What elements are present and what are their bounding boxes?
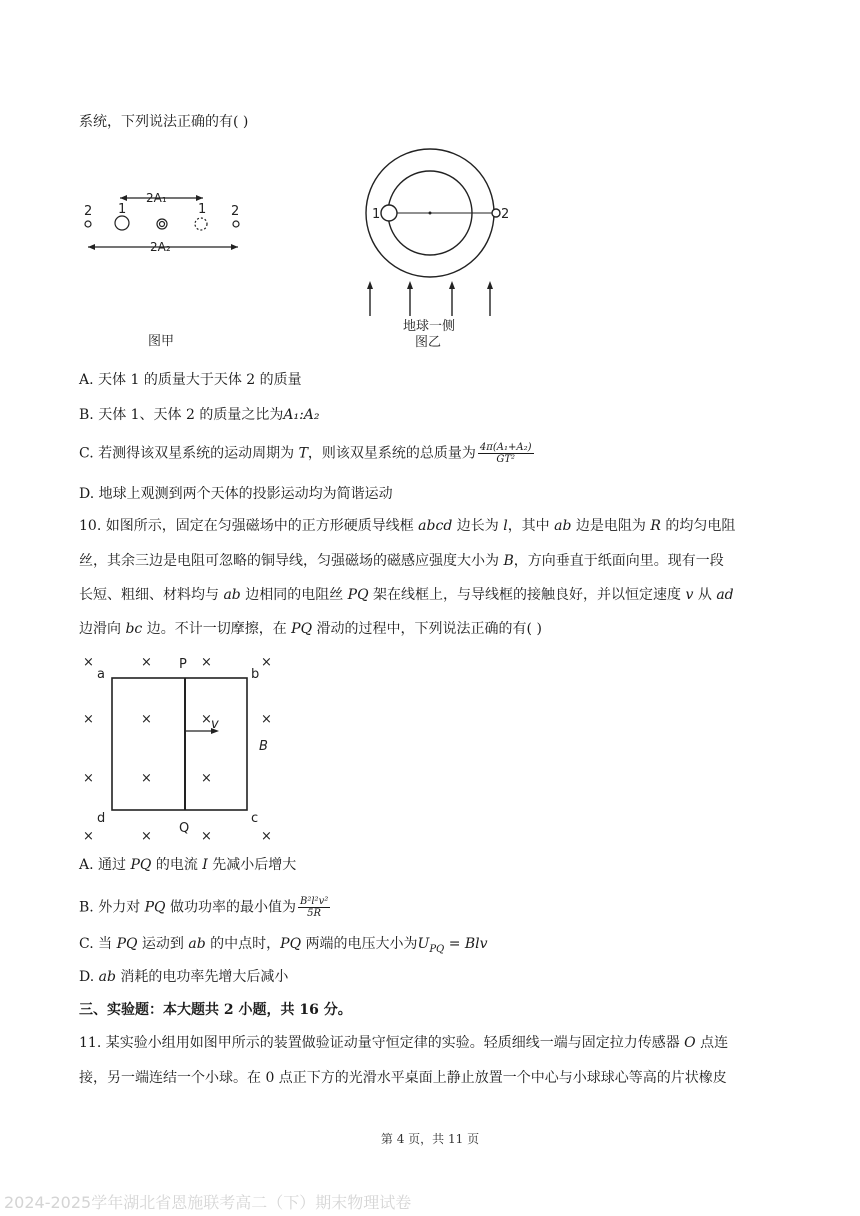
- q9-option-b: B. 天体 1、天体 2 的质量之比为A₁:A₂: [79, 407, 320, 423]
- q10-option-d: D. ab 消耗的电功率先增大后减小: [79, 969, 289, 985]
- q9-option-a: A. 天体 1 的质量大于天体 2 的质量: [79, 372, 302, 388]
- figure-jia-caption: 图甲: [148, 334, 175, 349]
- field-cross: ×: [261, 655, 272, 670]
- field-cross: ×: [261, 829, 272, 844]
- field-cross: ×: [201, 712, 212, 727]
- field-cross: ×: [201, 829, 212, 844]
- square-frame-abcd: [112, 678, 247, 810]
- field-cross: ×: [201, 655, 212, 670]
- star1-left-circle: [115, 216, 129, 230]
- q10-stem-line4: 边滑向 bc 边。不计一切摩擦，在 PQ 滑动的过程中，下列说法正确的有( ): [79, 621, 542, 637]
- corner-label-a: a: [97, 667, 105, 682]
- label-1-left: 1: [118, 202, 127, 217]
- field-cross: ×: [141, 771, 152, 786]
- field-cross: ×: [201, 771, 212, 786]
- point-label-Q: Q: [179, 821, 190, 836]
- total-mass-fraction: $\frac{\text{4π(A₁+A₂)}}{\text{GT²}}$: [479, 442, 532, 465]
- label-2A2: 2A₂: [150, 240, 171, 254]
- field-cross: ×: [141, 712, 152, 727]
- q9-option-c: C. 若测得该双星系统的运动周期为 T，则该双星系统的总质量为 $\frac{\text{4π(A₁+A₂)}}{\text{GT²}}$: [79, 442, 532, 465]
- field-cross: ×: [141, 829, 152, 844]
- page-footer: 第 4 页，共 11 页: [380, 1132, 480, 1146]
- field-cross: ×: [83, 712, 94, 727]
- center-mark-outer: [157, 219, 167, 229]
- min-power-fraction: $\frac{\text{B²l²v²}}{5R}$: [300, 896, 329, 919]
- corner-label-d: d: [97, 811, 106, 826]
- q11-stem-line2: 接，另一端连结一个小球。在 0 点正下方的光滑水平桌面上静止放置一个中心与小球球心等高的片状橡皮: [79, 1070, 727, 1086]
- star2-circle: [492, 209, 500, 217]
- center-mark-inner: [160, 222, 165, 227]
- q10-option-a: A. 通过 PQ 的电流 I 先减小后增大: [79, 857, 297, 873]
- label-2A1: 2A₁: [146, 191, 167, 205]
- corner-label-c: c: [251, 811, 259, 826]
- figure-magnetic-frame: [75, 648, 285, 848]
- field-cross: ×: [83, 655, 94, 670]
- field-cross: ×: [83, 771, 94, 786]
- figure-jia: [80, 185, 260, 355]
- q11-stem-line1: 11. 某实验小组用如图甲所示的装置做验证动量守恒定律的实验。轻质细线一端与固定拉力传感器 O 点连: [79, 1035, 729, 1051]
- figure-yi: [355, 148, 515, 348]
- label-2-left: 2: [84, 204, 93, 219]
- velocity-label: v: [211, 717, 219, 732]
- section-heading-experiments: 三、实验题：本大题共 2 小题，共 16 分。: [79, 1002, 352, 1018]
- q9-option-d: D. 地球上观测到两个天体的投影运动均为简谐运动: [79, 486, 393, 502]
- field-cross: ×: [141, 655, 152, 670]
- label-1-right: 1: [198, 202, 207, 217]
- field-cross: ×: [83, 829, 94, 844]
- label-1: 1: [372, 207, 381, 222]
- label-2-right: 2: [231, 204, 240, 219]
- q10-stem-line2: 丝，其余三边是电阻可忽略的铜导线，匀强磁场的磁感应强度大小为 B，方向垂直于纸面向里。现有一段: [79, 553, 724, 569]
- earth-side-label: 地球一侧: [403, 319, 456, 334]
- figure-yi-caption: 图乙: [415, 335, 442, 348]
- q10-stem-line3: 长短、粗细、材料均与 ab 边相同的电阻丝 PQ 架在线框上，与导线框的接触良好，并以恒定速度 v 从 ad: [79, 587, 734, 603]
- star1-circle: [381, 205, 397, 221]
- center-dot: [429, 212, 432, 215]
- star2-right-dot: [233, 221, 239, 227]
- field-cross: ×: [261, 712, 272, 727]
- q9-question-tail: 系统，下列说法正确的有( ): [79, 114, 249, 130]
- corner-label-b: b: [251, 667, 260, 682]
- star2-left-dot: [85, 221, 91, 227]
- q10-option-b: B. 外力对 PQ 做功功率的最小值为 $\frac{\text{B²l²v²}}{5R}$: [79, 896, 329, 919]
- label-2: 2: [501, 207, 510, 222]
- q10-option-c: C. 当 PQ 运动到 ab 的中点时，PQ 两端的电压大小为$U_{PQ}$ = Blv: [79, 936, 488, 955]
- field-label-B: B: [259, 739, 268, 754]
- star1-right-dashed-circle: [195, 218, 207, 230]
- watermark-title: 2024-2025学年湖北省恩施联考高二（下）期末物理试卷: [4, 1193, 412, 1212]
- point-label-P: P: [179, 657, 187, 672]
- q10-stem-line1: 10. 如图所示，固定在匀强磁场中的正方形硬质导线框 abcd 边长为 l，其中 ab 边是电阻为 R 的均匀电阻: [79, 518, 736, 534]
